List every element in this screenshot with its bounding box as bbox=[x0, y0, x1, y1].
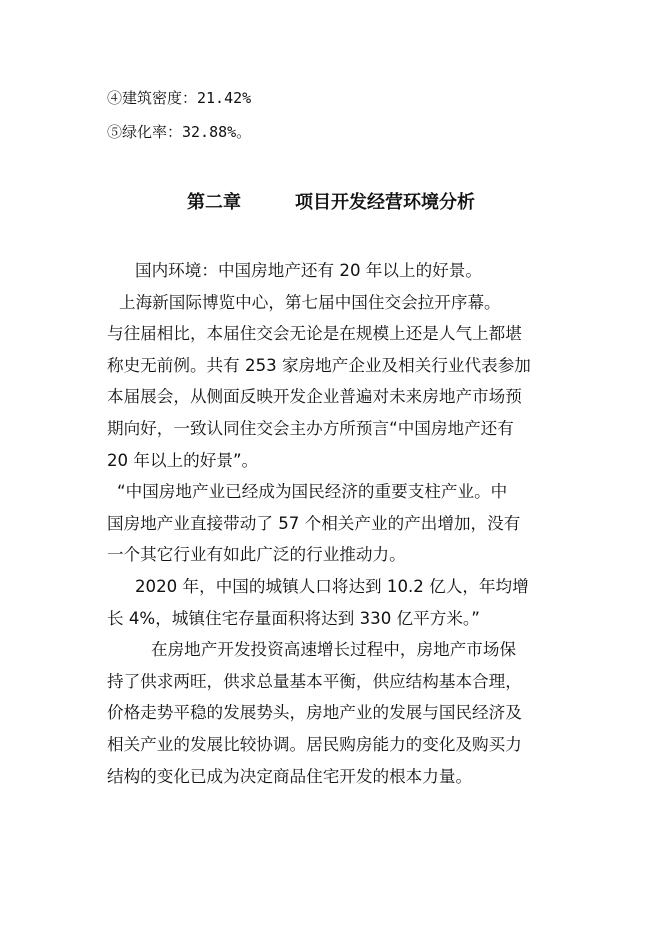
paragraph-line: 持了供求两旺，供求总量基本平衡，供应结构基本合理， bbox=[107, 671, 522, 691]
paragraph-line: 长 4%，城镇住宅存量面积将达到 330 亿平方米。” bbox=[107, 608, 480, 628]
paragraph-line: 本届展会，从侧面反映开发企业普遍对未来房地产市场预 bbox=[107, 387, 522, 407]
paragraph-line: 相关产业的发展比较协调。居民购房能力的变化及购买力 bbox=[107, 734, 522, 754]
paragraph-line: 结构的变化已成为决定商品住宅开发的根本力量。 bbox=[107, 766, 473, 786]
paragraph-line: 上海新国际博览中心，第七届中国住交会拉开序幕。 bbox=[119, 292, 501, 312]
paragraph-line: 国内环境：中国房地产还有 20 年以上的好景。 bbox=[135, 261, 482, 280]
paragraph-line: 2020 年，中国的城镇人口将达到 10.2 亿人，年均增 bbox=[135, 576, 529, 596]
paragraph-line: 称史无前例。共有 253 家房地产企业及相关行业代表参加 bbox=[107, 355, 531, 375]
paragraph-line: 期向好，一致认同住交会主办方所预言“中国房地产还有 bbox=[107, 418, 514, 438]
paragraph-line: 国房地产业直接带动了 57 个相关产业的产出增加，没有 bbox=[107, 513, 521, 533]
paragraph-line: 20 年以上的好景”。 bbox=[107, 450, 259, 470]
paragraph-line: 与往届相比，本届住交会无论是在规模上还是人气上都堪 bbox=[107, 324, 522, 344]
chapter-heading bbox=[0, 191, 662, 215]
paragraph-line: 价格走势平稳的发展势头，房地产业的发展与国民经济及 bbox=[107, 703, 522, 723]
chapter-title: 项目开发经营环境分析 bbox=[295, 192, 475, 213]
paragraph-line: 一个其它行业有如此广泛的行业推动力。 bbox=[107, 545, 406, 565]
building-density-line: ④建筑密度：21.42% bbox=[107, 89, 252, 107]
chapter-number: 第二章 bbox=[187, 192, 241, 213]
paragraph-line: 在房地产开发投资高速增长过程中，房地产市场保 bbox=[151, 640, 517, 660]
greening-rate-line: ⑤绿化率：32.88%。 bbox=[107, 123, 252, 141]
paragraph-line: “中国房地产业已经成为国民经济的重要支柱产业。中 bbox=[117, 482, 508, 502]
body-text bbox=[107, 255, 557, 792]
